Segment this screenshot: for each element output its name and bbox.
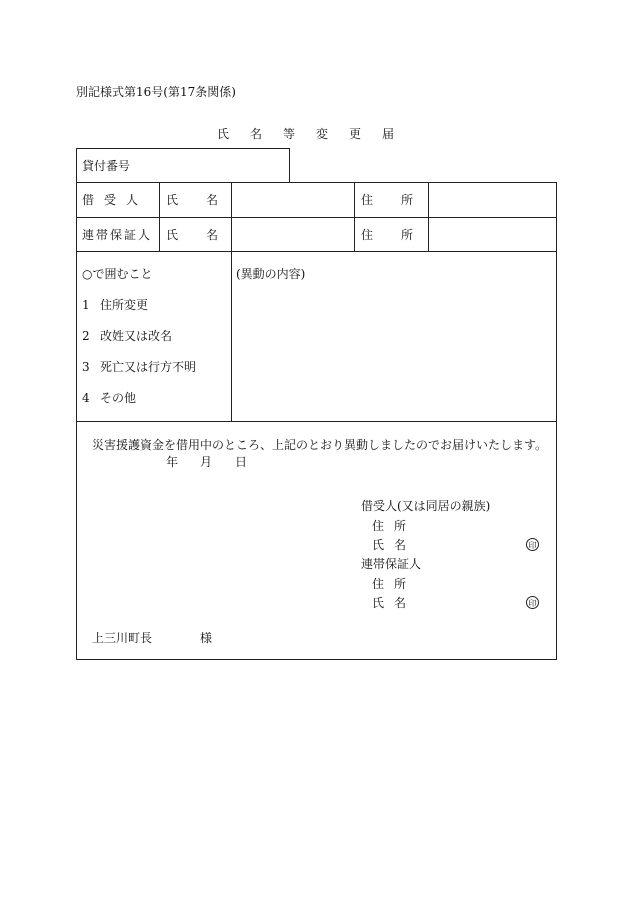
guarantor-role-label: 連帯保証人 <box>82 228 153 242</box>
guarantor-name-field[interactable] <box>232 218 354 251</box>
date-year-label: 年 <box>166 455 179 469</box>
form-number: 別記様式第16号(第17条関係) <box>76 85 236 99</box>
change-option-3-num: 3 <box>82 360 90 374</box>
row-divider-2 <box>76 251 557 252</box>
change-detail-field[interactable] <box>232 280 556 420</box>
borrower-sign-name-label: 氏名 <box>372 538 417 552</box>
change-option-4-label[interactable]: その他 <box>100 391 137 405</box>
borrower-heading: 借受人(又は同居の親族) <box>361 499 491 513</box>
change-option-1-num: 1 <box>82 298 90 312</box>
addressee-name: 上三川町長 <box>92 631 153 645</box>
guarantor-seal-icon: 印 <box>526 596 539 609</box>
change-detail-label: (異動の内容) <box>236 267 306 281</box>
guarantor-name-label: 氏名 <box>166 228 247 242</box>
loan-number-label: 貸付番号 <box>82 159 131 173</box>
date-day-label: 日 <box>235 455 248 469</box>
change-option-2-num: 2 <box>82 329 90 343</box>
date-month-label: 月 <box>200 455 213 469</box>
col-divider-role <box>159 182 160 251</box>
row-divider-3 <box>76 421 557 422</box>
borrower-address-label: 住所 <box>361 193 442 207</box>
borrower-sign-address-label: 住所 <box>372 519 417 533</box>
guarantor-address-field[interactable] <box>429 218 556 251</box>
borrower-name-label: 氏名 <box>166 193 247 207</box>
col-divider-name-value <box>354 182 355 251</box>
change-option-2-label[interactable]: 改姓又は改名 <box>100 329 173 343</box>
guarantor-heading: 連帯保証人 <box>361 557 422 571</box>
declaration-text: 災害援護資金を借用中のところ、上記のとおり異動しましたのでお届けいたします。 <box>92 438 548 452</box>
change-option-3-label[interactable]: 死亡又は行方不明 <box>100 360 197 374</box>
guarantor-sign-name-label: 氏名 <box>372 596 417 610</box>
addressee-honorific: 様 <box>200 631 213 645</box>
change-option-1-label[interactable]: 住所変更 <box>100 298 149 312</box>
borrower-address-field[interactable] <box>429 183 556 217</box>
guarantor-sign-address-label: 住所 <box>372 577 417 591</box>
borrower-seal-icon: 印 <box>526 538 539 551</box>
change-option-4-num: 4 <box>82 391 90 405</box>
page-title: 氏名等変更届 <box>217 127 416 141</box>
change-instruction: ○で囲むこと <box>82 267 153 281</box>
borrower-role-label: 借受人 <box>82 193 149 207</box>
guarantor-address-label: 住所 <box>361 228 442 242</box>
borrower-name-field[interactable] <box>232 183 354 217</box>
